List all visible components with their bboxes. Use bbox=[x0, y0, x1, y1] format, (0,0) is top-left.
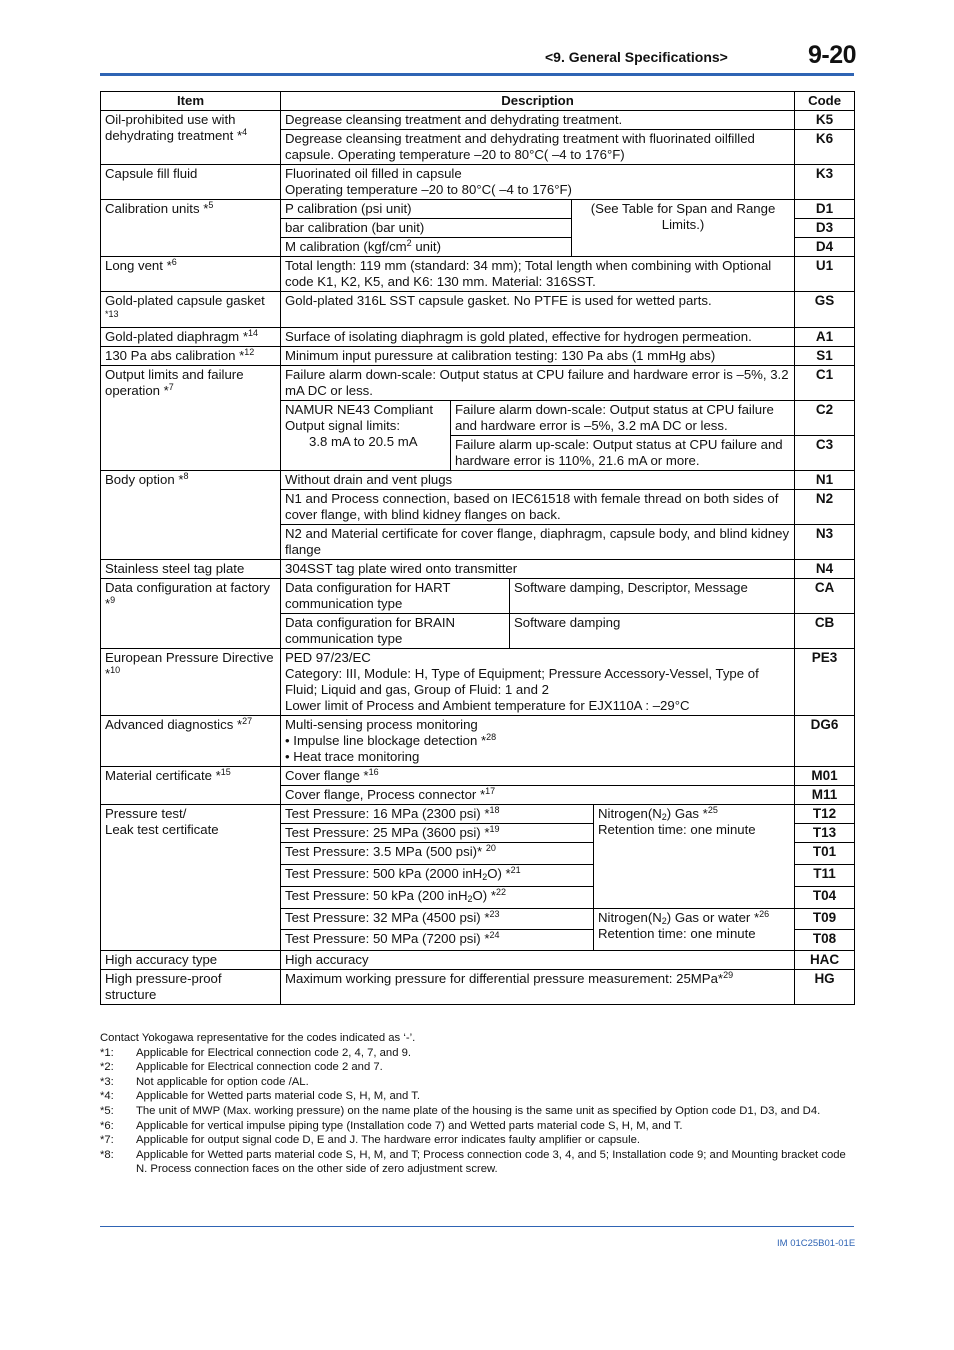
footer-rule bbox=[100, 1226, 854, 1227]
namur-cell: NAMUR NE43 Compliant Output signal limits: 3.8 mA to 20.5 mA bbox=[281, 401, 451, 471]
table-row bbox=[101, 649, 855, 716]
code-cell: HG bbox=[795, 970, 855, 1005]
code-cell: M11 bbox=[795, 786, 855, 805]
item-cell: Gold-plated diaphragm *$^{14}$ bbox=[101, 328, 281, 347]
code-cell: N2 bbox=[795, 490, 855, 525]
footnote-intro: Contact Yokogawa representative for the codes indicated as ‘-’. bbox=[100, 1032, 416, 1044]
item-cell: European Pressure Directive *$^{10}$ bbox=[101, 649, 281, 716]
description-cell: Software damping bbox=[510, 614, 795, 649]
footnotes bbox=[100, 1031, 854, 1177]
item-cell: Calibration units *$^5$ bbox=[101, 200, 281, 257]
item-cell: Material certificate *$^{15}$ bbox=[101, 767, 281, 805]
options-table bbox=[100, 91, 855, 1005]
description-cell: Failure alarm down-scale: Output status at CPU failure and hardware error is –5%, 3.2 mA DC or less. bbox=[281, 366, 795, 401]
item-cell: Output limits and failure operation *$^7$ bbox=[101, 366, 281, 471]
column-header-description: Description bbox=[281, 92, 795, 111]
table-row bbox=[101, 366, 855, 401]
description-cell: P calibration (psi unit) bbox=[281, 200, 572, 219]
code-cell: CB bbox=[795, 614, 855, 649]
item-cell: High pressure-proof structure bbox=[101, 970, 281, 1005]
description-cell: Degrease cleansing treatment and dehydrating treatment with fluorinated oilfilled capsule. Operating temperature –20 to 80°C( –4 to 176°F) bbox=[281, 130, 795, 165]
code-cell: K6 bbox=[795, 130, 855, 165]
description-cell: Test Pressure: 50 kPa (200 inH$_2$O) *$^{22}$ bbox=[281, 887, 594, 909]
code-cell: CA bbox=[795, 579, 855, 614]
description-cell: Test Pressure: 16 MPa (2300 psi) *$^{18}$ bbox=[281, 805, 594, 824]
test-medium-cell: $Nitrogen(N_2)$ Gas or water *$^{26}$ Retention time: one minute bbox=[594, 909, 795, 951]
span-note-cell: (See Table for Span and Range Limits.) bbox=[572, 200, 795, 257]
description-cell: Without drain and vent plugs bbox=[281, 471, 795, 490]
footnote: *1: Applicable for Electrical connection code 2, 4, 7, and 9. bbox=[100, 1046, 412, 1059]
code-cell: N4 bbox=[795, 560, 855, 579]
description-cell: bar calibration (bar unit) bbox=[281, 219, 572, 238]
code-cell: U1 bbox=[795, 257, 855, 292]
code-cell: D4 bbox=[795, 238, 855, 257]
table-row bbox=[101, 805, 855, 824]
description-cell: Total length: 119 mm (standard: 34 mm); Total length when combining with Optional code K1, K2, K5, and K6: 130 mm. Material: 316SST. bbox=[281, 257, 795, 292]
table-row bbox=[101, 767, 855, 786]
description-cell: Multi-sensing process monitoring • Impulse line blockage detection *$^{28}$ • Heat trace monitoring bbox=[281, 716, 795, 767]
item-cell: Advanced diagnostics *$^{27}$ bbox=[101, 716, 281, 767]
description-cell: Minimum input puressure at calibration testing: 130 Pa abs (1 mmHg abs) bbox=[281, 347, 795, 366]
description-cell: Cover flange *$^{16}$ bbox=[281, 767, 795, 786]
code-cell: N3 bbox=[795, 525, 855, 560]
code-cell: A1 bbox=[795, 328, 855, 347]
code-cell: T08 bbox=[795, 930, 855, 951]
code-cell: D1 bbox=[795, 200, 855, 219]
description-cell: Data configuration for HART communication type bbox=[281, 579, 510, 614]
description-cell: Cover flange, Process connector *$^{17}$ bbox=[281, 786, 795, 805]
footnote: *6: Applicable for vertical impulse piping type (Installation code 7) and Wetted parts material code S, H, M, and T. bbox=[100, 1119, 683, 1132]
description-cell: 304SST tag plate wired onto transmitter bbox=[281, 560, 795, 579]
description-cell: Data configuration for BRAIN communication type bbox=[281, 614, 510, 649]
column-header-code: Code bbox=[795, 92, 855, 111]
table-row bbox=[101, 970, 855, 1005]
description-cell: N1 and Process connection, based on IEC61518 with female thread on both sides of cover flange, with blind kidney flanges on back. bbox=[281, 490, 795, 525]
table-row bbox=[101, 292, 855, 328]
column-header-item: Item bbox=[101, 92, 281, 111]
description-cell: Test Pressure: 500 kPa (2000 inH$_2$O) *$^{21}$ bbox=[281, 865, 594, 887]
test-medium-cell: $Nitrogen(N_2)$ Gas *$^{25}$ Retention time: one minute bbox=[594, 805, 795, 909]
description-cell: Gold-plated 316L SST capsule gasket. No PTFE is used for wetted parts. bbox=[281, 292, 795, 328]
code-cell: C2 bbox=[795, 401, 855, 436]
item-cell: Data configuration at factory *$^9$ bbox=[101, 579, 281, 649]
footnote: *4: Applicable for Wetted parts material code S, H, M, and T. bbox=[100, 1090, 421, 1103]
table-row bbox=[101, 111, 855, 130]
footnote: *3: Not applicable for option code /AL. bbox=[100, 1075, 309, 1088]
header-row bbox=[101, 92, 855, 111]
footnote: *2: Applicable for Electrical connection code 2 and 7. bbox=[100, 1061, 383, 1074]
code-cell: S1 bbox=[795, 347, 855, 366]
item-cell: Capsule fill fluid bbox=[101, 165, 281, 200]
header-rule bbox=[100, 73, 854, 76]
item-cell: Stainless steel tag plate bbox=[101, 560, 281, 579]
code-cell: PE3 bbox=[795, 649, 855, 716]
code-cell: T01 bbox=[795, 843, 855, 865]
item-cell: Gold-plated capsule gasket *13 bbox=[101, 292, 281, 328]
item-cell: Oil-prohibited use with dehydrating treatment *$^4$ bbox=[101, 111, 281, 165]
description-cell: N2 and Material certificate for cover flange, diaphragm, capsule body, and blind kidney flange bbox=[281, 525, 795, 560]
table-row bbox=[101, 200, 855, 219]
table-row bbox=[101, 579, 855, 614]
description-cell: Fluorinated oil filled in capsule Operating temperature –20 to 80°C( –4 to 176°F) bbox=[281, 165, 795, 200]
section-title: <9. General Specifications> bbox=[545, 49, 728, 65]
description-cell: Failure alarm up-scale: Output status at CPU failure and hardware error is 110%, 21.6 mA or more. bbox=[451, 436, 795, 471]
description-cell: Test Pressure: 25 MPa (3600 psi) *$^{19}$ bbox=[281, 824, 594, 843]
code-cell: DG6 bbox=[795, 716, 855, 767]
page-number: 9-20 bbox=[808, 41, 857, 69]
code-cell: T04 bbox=[795, 887, 855, 909]
document-id: IM 01C25B01-01E bbox=[777, 1238, 856, 1249]
table-row bbox=[101, 328, 855, 347]
code-cell: N1 bbox=[795, 471, 855, 490]
table-row bbox=[101, 165, 855, 200]
code-cell: T12 bbox=[795, 805, 855, 824]
description-cell: Test Pressure: 3.5 MPa (500 psi)* $^{20}$ bbox=[281, 843, 594, 865]
code-cell: T11 bbox=[795, 865, 855, 887]
code-cell: K5 bbox=[795, 111, 855, 130]
code-cell: M01 bbox=[795, 767, 855, 786]
footnote: *7: Applicable for output signal code D, E and J. The hardware error indicates faulty amplifier or capsule. bbox=[100, 1134, 641, 1147]
code-cell: HAC bbox=[795, 951, 855, 970]
table-row bbox=[101, 471, 855, 490]
table-row bbox=[101, 560, 855, 579]
code-cell: C3 bbox=[795, 436, 855, 471]
item-cell: Pressure test/ Leak test certificate bbox=[101, 805, 281, 951]
description-cell: Surface of isolating diaphragm is gold plated, effective for hydrogen permeation. bbox=[281, 328, 795, 347]
description-cell: Degrease cleansing treatment and dehydrating treatment. bbox=[281, 111, 795, 130]
code-cell: T09 bbox=[795, 909, 855, 930]
table-row bbox=[101, 347, 855, 366]
code-cell: GS bbox=[795, 292, 855, 328]
description-cell: Test Pressure: 32 MPa (4500 psi) *$^{23}$ bbox=[281, 909, 594, 930]
code-cell: T13 bbox=[795, 824, 855, 843]
description-cell: PED 97/23/EC Category: III, Module: H, Type of Equipment; Pressure Accessory-Vessel, Type of Fluid; Liquid and gas, Group of Fluid: 1 and 2 Lower limit of Process and Ambient temperature for EJX110A : –29°C bbox=[281, 649, 795, 716]
item-cell: Long vent *$^6$ bbox=[101, 257, 281, 292]
table-row bbox=[101, 951, 855, 970]
description-cell: Test Pressure: 50 MPa (7200 psi) *$^{24}$ bbox=[281, 930, 594, 951]
description-cell: Software damping, Descriptor, Message bbox=[510, 579, 795, 614]
table-row bbox=[101, 257, 855, 292]
footnote: *5: The unit of MWP (Max. working pressure) on the name plate of the housing is the same unit as specified by Option code D1, D3, and D4. bbox=[100, 1104, 821, 1117]
code-cell: C1 bbox=[795, 366, 855, 401]
table-row bbox=[101, 716, 855, 767]
description-cell: M calibration ($kgf/cm^2$ unit) bbox=[281, 238, 572, 257]
description-cell: High accuracy bbox=[281, 951, 795, 970]
code-cell: D3 bbox=[795, 219, 855, 238]
footnote: *8: Applicable for Wetted parts material code S, H, M, and T; Process connection code 3, 4, and 5; Installation code 9; and Mounting bracket code N. Process connection faces on the other side of zero adjustment screw. bbox=[100, 1148, 846, 1176]
item-cell: Body option *$^8$ bbox=[101, 471, 281, 560]
item-cell: High accuracy type bbox=[101, 951, 281, 970]
description-cell: Maximum working pressure for differential pressure measurement: 25MPa*$^{29}$ bbox=[281, 970, 795, 1005]
item-cell: 130 Pa abs calibration *$^{12}$ bbox=[101, 347, 281, 366]
code-cell: K3 bbox=[795, 165, 855, 200]
description-cell: Failure alarm down-scale: Output status at CPU failure and hardware error is –5%, 3.2 mA DC or less. bbox=[451, 401, 795, 436]
